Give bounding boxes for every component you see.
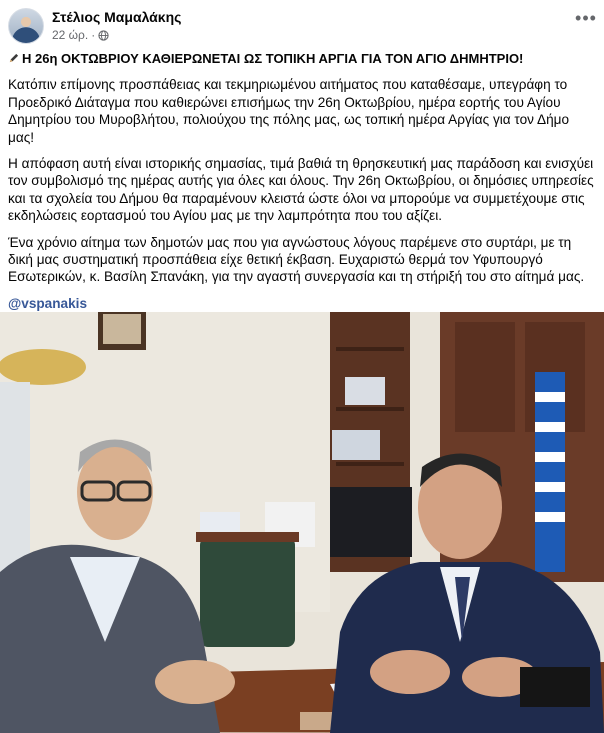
post-time[interactable]: 22 ώρ.: [52, 28, 89, 43]
author-block: [52, 9, 181, 42]
mention-link[interactable]: @vspanakis: [8, 295, 88, 311]
post-text: [8, 50, 596, 348]
post-paragraph-1: Κατόπιν επίμονης προσπάθειας και τεκμηριωμένου αιτήματος που καταθέσαμε, υπεγράφη το Προεδρικό Διάταγμα που καθιερώνει επισήμως την 26η Οκτωβρίου, ημέρα εορτής του Αγίου Δημητρίου του Μυροβλήτου, πολιούχου της πόλης μας, ως τοπική ημέρα Αργίας για τον Δήμο μας!: [8, 77, 570, 145]
post-headline: Η 26η ΟΚΤΩΒΡΙΟΥ ΚΑΘΙΕΡΩΝΕΤΑΙ ΩΣ ΤΟΠΙΚΗ ΑΡΓΙΑ ΓΙΑ ΤΟΝ ΑΓΙΟ ΔΗΜΗΤΡΙΟ!: [22, 51, 524, 66]
flag: [535, 372, 565, 572]
globe-icon: [98, 30, 109, 41]
post-header: [8, 8, 596, 44]
author-name[interactable]: Στέλιος Μαμαλάκης: [52, 9, 182, 26]
post-meta: [52, 28, 181, 42]
more-options-icon[interactable]: •••: [575, 7, 597, 28]
office-meeting-photo: [0, 312, 604, 733]
post-headline-line: [8, 50, 596, 67]
pencil-icon: [8, 53, 19, 64]
post-paragraph-3: Ένα χρόνιο αίτημα των δημοτών μας που για αγνώστους λόγους παρέμενε στο συρτάρι, με τη δική μας συστηματική προσπάθεια είχε θετική έκβαση. Ευχαριστώ θερμά τον Υφυπουργό Εσωτερικών, κ. Βασίλη Σπανάκη, για την αγαστή συνεργασία και τη στήριξή του στο αίτημά μας.: [8, 234, 585, 285]
post-paragraph-2: Η απόφαση αυτή είναι ιστορικής σημασίας, τιμά βαθιά τη θρησκευτική μας παράδοση και ενισχύει τον συμβολισμό της ημέρας αυτής για όλες και όλους. Την 26η Οκτωβρίου, οι δημόσιες υπηρεσίες και τα σχολεία του Δήμου θα παραμένουν κλειστά ώστε όλοι να μπορούμε να συμμετέχουμε στις εκδηλώσεις εορτασμού του Αγίου μας με την λαμπρότητα που του αξίζει.: [8, 156, 594, 224]
post-photo[interactable]: [0, 312, 604, 733]
meta-separator: ·: [91, 28, 96, 43]
mention-line: [8, 295, 596, 312]
author-avatar[interactable]: [8, 8, 44, 44]
